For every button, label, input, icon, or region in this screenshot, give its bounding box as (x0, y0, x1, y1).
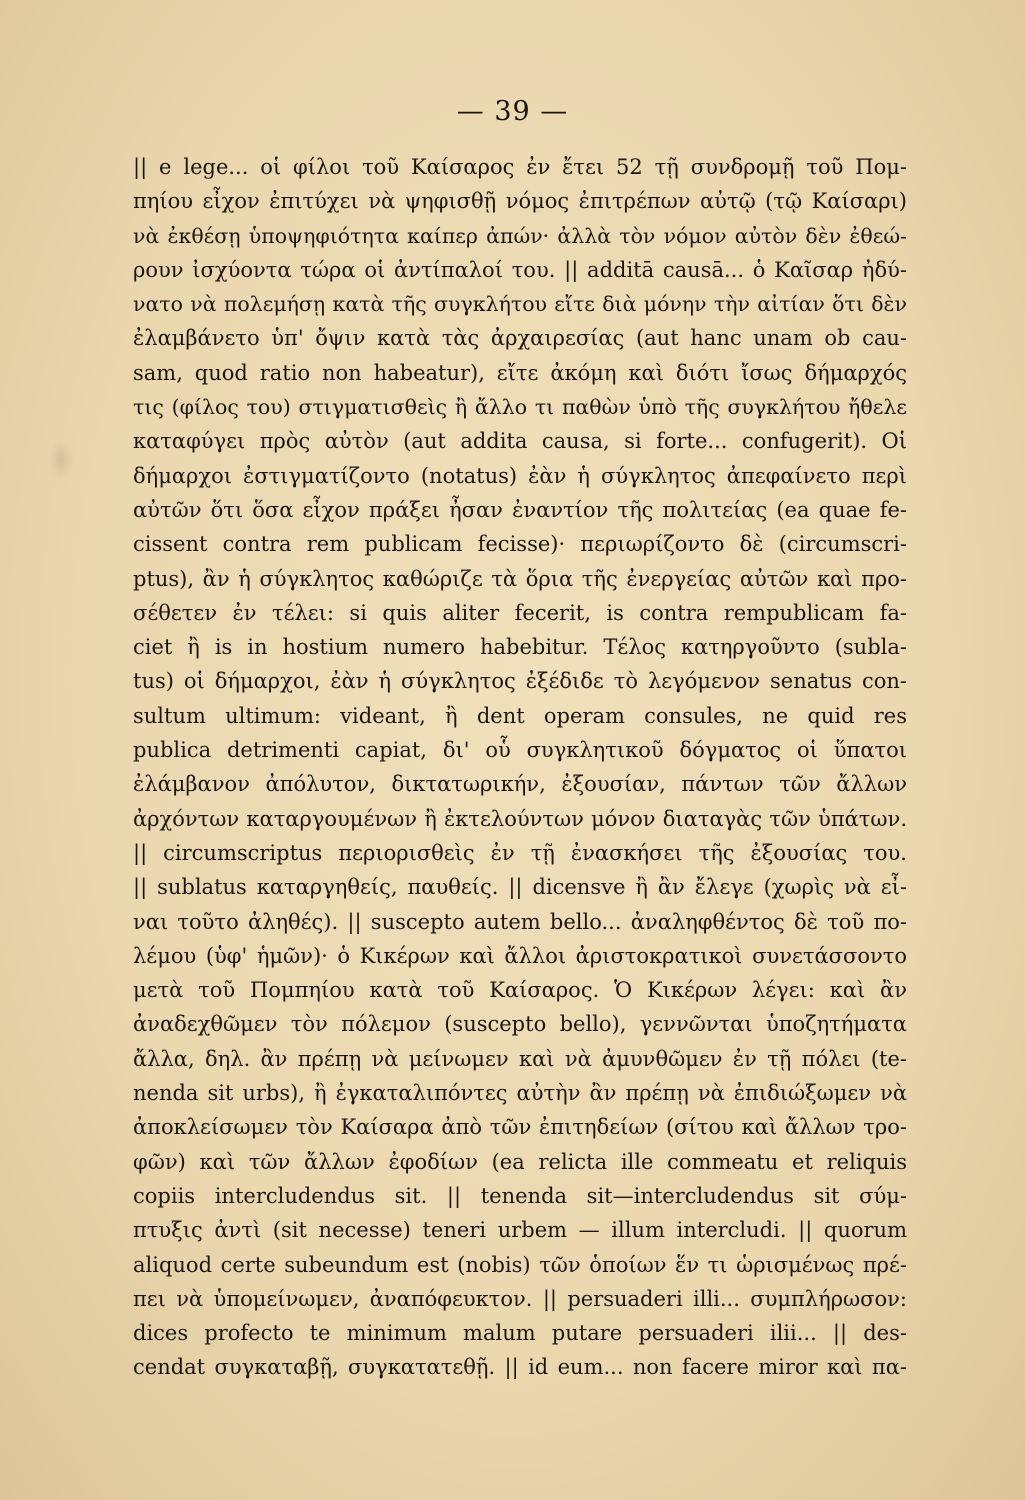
text-line: ἐλαμβάνετο ὑπ' ὄψιν κατὰ τὰς ἀρχαιρεσίας (aut hanc unam ob cau- (133, 326, 907, 351)
text-line: πτυξις ἀντὶ (sit necesse) teneri urbem — illum intercludi. || quorum (133, 1218, 907, 1243)
text-line: ναι τοῦτο ἀληθές). || suscepto autem bello... ἀναληφθέντος δὲ τοῦ πο- (133, 909, 907, 934)
text-line: ρουν ἰσχύοντα τώρα οἱ ἀντίπαλοί του. || additā causā... ὁ Καῖσαρ ἠδύ- (133, 257, 907, 282)
text-line: ἀρχόντων καταργουμένων ἢ ἐκτελούντων μόνον διαταγὰς τῶν ὑπάτων. (133, 806, 907, 831)
text-line: καταφύγει πρὸς αὐτὸν (aut addita causa, si forte... confugerit). Οἱ (133, 429, 907, 454)
paper-smudge (48, 440, 74, 480)
text-line: tus) οἱ δήμαρχοι, ἐὰν ἡ σύγκλητος ἐξέδιδε τὸ λεγόμενον senatus con- (133, 669, 907, 694)
text-line: νατο νὰ πολεμήσῃ κατὰ τῆς συγκλήτου εἴτε διὰ μόνην τὴν αἰτίαν ὅτι δὲν (133, 292, 907, 317)
text-line: cissent contra rem publicam fecisse)· περιωρίζοντο δὲ (circumscri- (133, 532, 907, 557)
text-line: copiis intercludendus sit. || tenenda sit—intercludendus sit σύμ- (133, 1183, 907, 1208)
text-line: || e lege... οἱ φίλοι τοῦ Καίσαρος ἐν ἔτει 52 τῇ συνδρομῇ τοῦ Πομ- (133, 155, 907, 179)
text-line: πηίου εἶχον ἐπιτύχει νὰ ψηφισθῇ νόμος ἐπιτρέπων αὐτῷ (τῷ Καίσαρι) (133, 189, 907, 214)
text-line: aliquod certe subeundum est (nobis) τῶν ὁποίων ἕν τι ὡρισμένως πρέ- (133, 1252, 907, 1277)
text-line: cendat συγκαταβῇ, συγκατατεθῇ. || id eum... non facere miror καὶ πα- (133, 1355, 907, 1380)
text-line: σέθετεν ἐν τέλει: si quis aliter fecerit, is contra rempublicam fa- (133, 600, 907, 625)
text-line: ἀποκλείσωμεν τὸν Καίσαρα ἀπὸ τῶν ἐπιτηδείων (σίτου καὶ ἄλλων τρο- (133, 1115, 907, 1140)
page-number: — 39 — (456, 96, 569, 127)
text-line: νὰ ἐκθέσῃ ὑποψηφιότητα καίπερ ἀπών· ἀλλὰ τὸν νόμον αὐτὸν δὲν ἐθεώ- (133, 223, 907, 248)
text-line: ἄλλα, δηλ. ἂν πρέπῃ νὰ μείνωμεν καὶ νὰ ἀμυνθῶμεν ἐν τῇ πόλει (te- (133, 1046, 907, 1071)
text-line: ciet ἢ is in hostium numero habebitur. Τέλος κατηργοῦντο (subla- (133, 635, 907, 660)
text-line: dices profecto te minimum malum putare persuaderi ilii... || des- (133, 1321, 907, 1346)
text-line: ἐλάμβανον ἀπόλυτον, δικτατωρικήν, ἐξουσίαν, πάντων τῶν ἄλλων (133, 772, 907, 797)
text-line: || circumscriptus περιορισθεὶς ἐν τῇ ἐνασκήσει τῆς ἐξουσίας του. (133, 840, 907, 865)
text-line: δήμαρχοι ἐστιγματίζοντο (notatus) ἐὰν ἡ σύγκλητος ἀπεφαίνετο περὶ (133, 463, 907, 488)
body-text (133, 150, 907, 1385)
text-line: ptus), ἂν ἡ σύγκλητος καθώριζε τὰ ὅρια τῆς ἐνεργείας αὐτῶν καὶ προ- (133, 566, 907, 591)
text-line: μετὰ τοῦ Πομπηίου κατὰ τοῦ Καίσαρος. Ὁ Κικέρων λέγει: καὶ ἂν (133, 978, 907, 1003)
text-line: ἀναδεχθῶμεν τὸν πόλεμον (suscepto bello), γεννῶνται ὑποζητήματα (133, 1012, 907, 1037)
text-line: || sublatus καταργηθείς, παυθείς. || dicensve ἢ ἂν ἔλεγε (χωρὶς νὰ εἶ- (133, 875, 907, 900)
text-line: sultum ultimum: videant, ἢ dent operam consules, ne quid res (133, 703, 907, 728)
text-line: publica detrimenti capiat, δι' οὗ συγκλητικοῦ δόγματος οἱ ὕπατοι (133, 738, 907, 763)
text-line: nenda sit urbs), ἢ ἐγκαταλιπόντες αὐτὴν ἂν πρέπῃ νὰ ἐπιδιώξωμεν νὰ (133, 1081, 907, 1106)
text-line: λέμου (ὑφ' ἡμῶν)· ὁ Κικέρων καὶ ἄλλοι ἀριστοκρατικοὶ συνετάσσοντο (133, 943, 907, 968)
text-line: sam, quod ratio non habeatur), εἴτε ἀκόμη καὶ διότι ἴσως δήμαρχός (133, 360, 907, 385)
text-line: τις (φίλος του) στιγματισθεὶς ἢ ἄλλο τι παθὼν ὑπὸ τῆς συγκλήτου ἤθελε (133, 395, 907, 420)
text-line: πει νὰ ὑπομείνωμεν, ἀναπόφευκτον. || persuaderi illi... συμπλήρωσον: (133, 1286, 907, 1311)
text-line: φῶν) καὶ τῶν ἄλλων ἐφοδίων (ea relicta ille commeatu et reliquis (133, 1149, 907, 1174)
text-line: αὐτῶν ὅτι ὅσα εἶχον πράξει ἦσαν ἐναντίον τῆς πολιτείας (ea quae fe- (133, 497, 907, 522)
